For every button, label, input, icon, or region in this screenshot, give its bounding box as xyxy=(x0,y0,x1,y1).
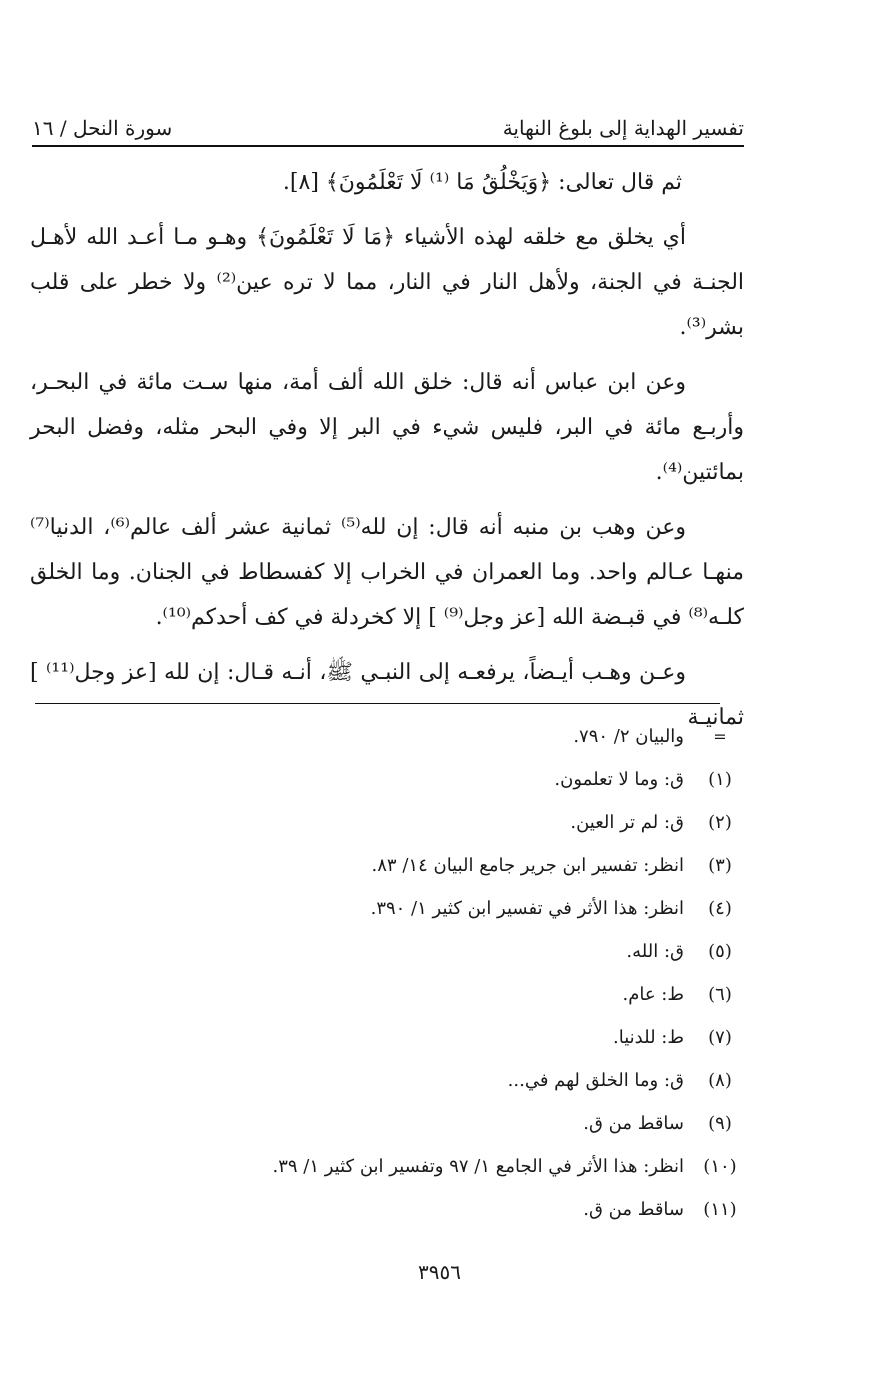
paragraph-4: وعن وهب بن منبه أنه قال: إن لله⁽⁵⁾ ثمانية عشر ألف عالم⁽⁶⁾، الدنيا⁽⁷⁾ منهـا عـالم واحد. وما العمران في الخراب إلا كفسطاط في الجنان. وما الخلق كلـه⁽⁸⁾ في قبـضة الله [عز وجل⁽⁹⁾ ] إلا كخردلة في كف أحدكم⁽¹⁰⁾. xyxy=(30,515,744,630)
footnote-9 xyxy=(30,1113,746,1156)
header-divider xyxy=(32,145,744,147)
footnote-1 xyxy=(30,769,746,812)
footnote-number: (١٠) xyxy=(703,1156,737,1177)
footnotes xyxy=(30,726,746,1242)
footnote-5 xyxy=(30,941,746,984)
footnote-text: ط: عام. xyxy=(622,984,684,1005)
main-text xyxy=(30,160,744,750)
footnote-number: (٣) xyxy=(708,855,732,876)
footnote-3 xyxy=(30,855,746,898)
paragraph-1: ثم قال تعالى: ﴿وَيَخْلُقُ مَا ⁽¹⁾ لَا تَعْلَمُونَ﴾ [٨]. xyxy=(282,170,682,195)
paragraph-3: وعن ابن عباس أنه قال: خلق الله ألف أمة، منها سـت مائة في البحـر، وأربـع مائة في البر، فليس شيء في البر إلا وفي البحر مثله، وفضل البحر بمائتين⁽⁴⁾. xyxy=(30,370,744,485)
footnote-2 xyxy=(30,812,746,855)
footnote-number: (٧) xyxy=(708,1027,732,1048)
footnote-text: انظر: تفسير ابن جرير جامع البيان ١٤/ ٨٣. xyxy=(371,855,684,876)
footnote-4 xyxy=(30,898,746,941)
footnote-number: (١) xyxy=(708,769,732,790)
footnote-text: والبيان ٢/ ٧٩٠. xyxy=(573,726,684,747)
footnote-10 xyxy=(30,1156,746,1199)
running-header xyxy=(32,100,744,140)
footnote-number: (١١) xyxy=(703,1199,737,1220)
footnote-number: (٦) xyxy=(708,984,732,1005)
footnote-7 xyxy=(30,1027,746,1070)
footnote-divider xyxy=(35,703,720,704)
footnote-text: انظر: هذا الأثر في الجامع ١/ ٩٧ وتفسير ابن كثير ١/ ٣٩. xyxy=(272,1156,684,1177)
footnote-text: ق: لم تر العين. xyxy=(570,812,684,833)
footnote-marker: = xyxy=(713,727,727,746)
footnote-8 xyxy=(30,1070,746,1113)
footnote-text: ق: الله. xyxy=(626,941,684,962)
footnote-number: (٥) xyxy=(708,941,732,962)
footnote-text: ساقط من ق. xyxy=(583,1113,684,1134)
footnote-6 xyxy=(30,984,746,1027)
footnote-text: ق: وما الخلق لهم في... xyxy=(507,1070,684,1091)
footnote-number: (٢) xyxy=(708,812,732,833)
footnote-text: انظر: هذا الأثر في تفسير ابن كثير ١/ ٣٩٠. xyxy=(370,898,684,919)
footnote-continuation xyxy=(30,726,746,769)
footnote-number: (٨) xyxy=(708,1070,732,1091)
paragraph-2: أي يخلق مع خلقه لهذه الأشياء ﴿مَا لَا تَعْلَمُونَ﴾ وهـو مـا أعـد الله لأهـل الجنـة في الجنة، ولأهل النار في النار، مما لا تره عين⁽²⁾ ولا خطر على قلب بشر⁽³⁾. xyxy=(30,225,745,340)
page-number: ٣٩٥٦ xyxy=(418,1260,461,1284)
footnote-11 xyxy=(30,1199,746,1242)
footnote-number: (٤) xyxy=(708,898,732,919)
footnote-text: ق: وما لا تعلمون. xyxy=(554,769,684,790)
surah-page-label: سورة النحل / ١٦ xyxy=(32,116,173,140)
paragraph-5: وعـن وهـب أيـضاً، يرفعـه إلى النبـي ﷺ، أنـه قـال: إن لله [عز وجل⁽¹¹⁾ ] ثمانيـة xyxy=(30,660,744,730)
footnote-text: ط: للدنيا. xyxy=(613,1027,684,1048)
footnote-number: (٩) xyxy=(708,1113,732,1134)
book-title: تفسير الهداية إلى بلوغ النهاية xyxy=(502,116,744,140)
footnote-text: ساقط من ق. xyxy=(583,1199,684,1220)
